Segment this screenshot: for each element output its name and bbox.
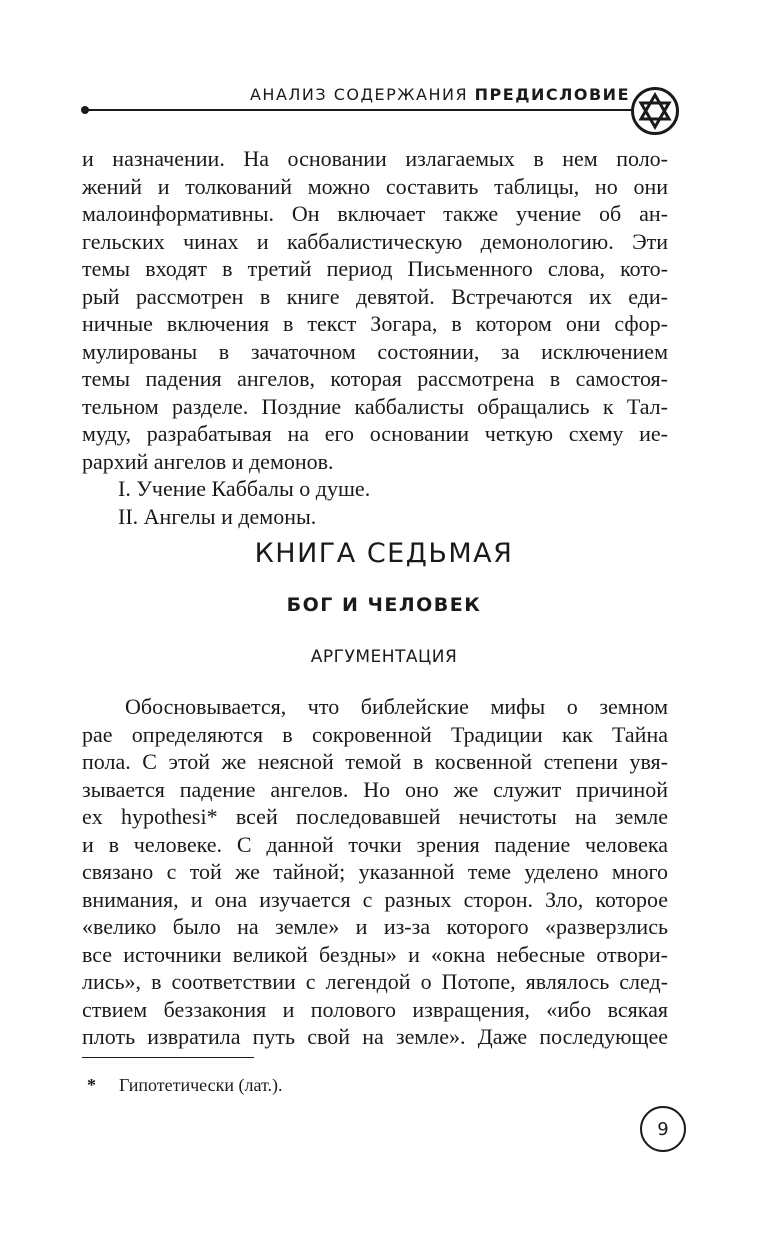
text-line: «велико было на земле» и из-за которого «разверзлись	[82, 914, 668, 939]
text-line: гельских чинах и каббалистическую демонологию. Эти	[82, 228, 668, 254]
footnote-mark: *	[87, 1075, 96, 1095]
text-line: тельном разделе. Поздние каббалисты обращались к Тал-	[82, 393, 668, 419]
header-rule	[84, 109, 640, 111]
text-line: рае определяются в сокровенной Традиции как Тайна	[82, 721, 668, 747]
text-line: ничные включения в текст Зогара, в котором они сфор-	[82, 311, 668, 336]
text-line: связано с той же тайной; указанной теме уделено много	[82, 859, 668, 884]
text-line: рархий ангелов и демонов.	[82, 448, 334, 474]
text-line: лись», в соответствии с легендой о Потопе, являлось след-	[82, 969, 668, 994]
star-of-david-icon	[630, 86, 680, 136]
chapter-title: КНИГА СЕДЬМАЯ	[254, 538, 514, 569]
list-item: I. Учение Каббалы о душе.	[118, 476, 371, 501]
text-line: все источники великой бездны» и «окна небесные отвори-	[82, 941, 668, 967]
footnote-text: Гипотетически (лат.).	[119, 1075, 283, 1095]
text-line: малоинформативны. Он включает также учение об ан-	[82, 201, 668, 226]
text-line: рый рассмотрен в книге девятой. Встречаются их еди-	[82, 283, 668, 309]
text-line: мулированы в зачаточном состоянии, за исключением	[82, 338, 668, 364]
footnote	[87, 1075, 282, 1096]
page-number: 9	[640, 1106, 686, 1152]
list-item: II. Ангелы и демоны.	[118, 503, 317, 529]
text-line: ex hypothesi* всей последовавшей нечистоты на земле	[82, 804, 668, 829]
running-header	[0, 84, 630, 106]
argument-paragraph	[82, 693, 668, 1051]
running-header-section: ПРЕДИСЛОВИЕ	[474, 85, 630, 104]
text-line: Обосновывается, что библейские мифы о земном	[125, 694, 668, 719]
section-heading: АРГУМЕНТАЦИЯ	[310, 647, 458, 667]
text-line: темы падения ангелов, которая рассмотрена в самостоя-	[82, 366, 668, 391]
text-line: пола. С этой же неясной темой в косвенной степени увя-	[82, 749, 668, 774]
running-header-book: АНАЛИЗ СОДЕРЖАНИЯ	[249, 85, 469, 104]
text-line: ствием беззакония и полового извращения, «ибо всякая	[82, 996, 668, 1022]
text-line: внимания, и она изучается с разных сторон. Зло, которое	[82, 886, 668, 912]
text-line: плоть извратила путь свой на земле». Даже последующее	[82, 1024, 668, 1049]
footnote-rule	[82, 1057, 254, 1058]
text-line: и назначении. На основании излагаемых в нем поло-	[82, 146, 668, 171]
chapter-subtitle: БОГ И ЧЕЛОВЕК	[286, 594, 482, 616]
text-line: муду, разрабатывая на его основании четкую схему ие-	[82, 421, 668, 446]
text-line: зывается падение ангелов. Но оно же служит причиной	[82, 776, 668, 802]
text-line: жений и толкований можно составить таблицы, но они	[82, 173, 668, 199]
text-line: темы входят в третий период Письменного слова, кото-	[82, 256, 668, 281]
text-line: и в человеке. С данной точки зрения падение человека	[82, 831, 668, 857]
paragraph-continuation	[82, 145, 668, 530]
